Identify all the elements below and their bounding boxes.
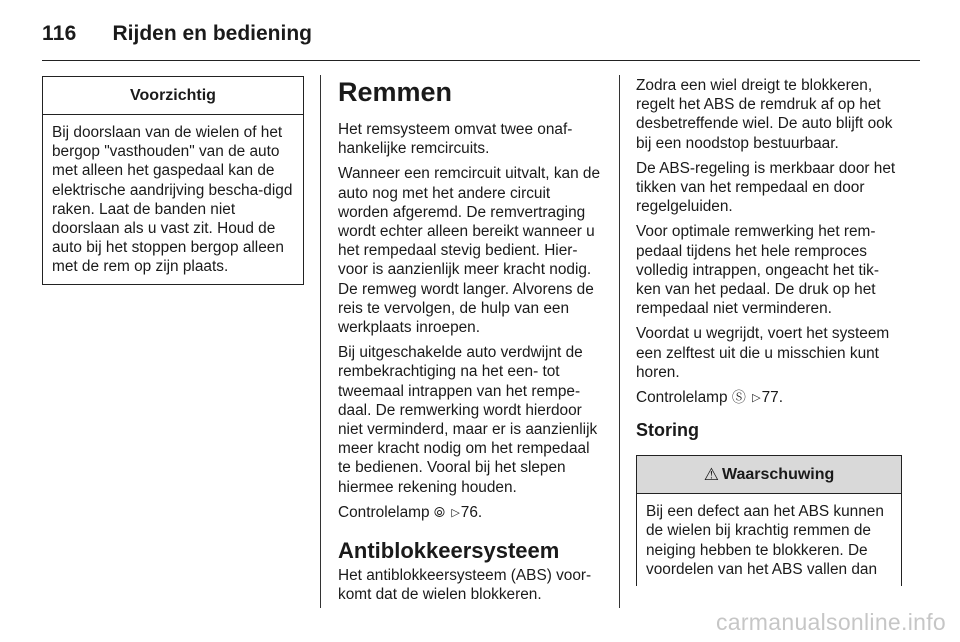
watermark: carmanualsonline.info	[715, 609, 946, 635]
page-header	[42, 16, 312, 52]
caution-title: Voorzichtig	[43, 77, 303, 115]
chapter-title: Rijden en bediening	[112, 22, 312, 45]
section-heading-brakes: Remmen	[338, 77, 453, 107]
brakes-paragraph: Bij uitgeschakelde auto verdwijnt de rembekrachtiging na het een- tot tweemaal intrappen van het rempe-daal. De remwerking wordt hierdoor niet verminderd, maar er is aanzienlijk meer kracht nodig om het rempedaal te bedienen. Vooral bij het slepen hiermee rekening houden.	[338, 344, 598, 496]
control-lamp-label: Controlelamp	[636, 389, 728, 407]
caution-body	[43, 115, 303, 284]
abs-paragraph: Zodra een wiel dreigt te blokkeren, regelt het ABS de remdruk af op het desbetreffende wiel. De auto blijft ook bij een noodstop bestuurbaar.	[636, 77, 893, 152]
page-reference-arrow-icon: ▷	[451, 506, 460, 519]
column-left	[42, 76, 304, 285]
abs-paragraph: De ABS-regeling is merkbaar door het tikken van het rempedaal en door regelgeluiden.	[636, 159, 896, 216]
section-heading-fault: Storing	[636, 420, 699, 441]
brake-control-lamp-line	[338, 503, 604, 524]
control-lamp-label: Controlelamp	[338, 503, 430, 521]
abs-warning-icon: Ⓢ	[731, 389, 746, 406]
column-right	[636, 76, 902, 586]
page-reference-arrow-icon: ▷	[752, 392, 761, 405]
warning-title: Waarschuwing	[721, 465, 835, 483]
column-divider-left	[320, 75, 321, 608]
warning-text: Bij een defect aan het ABS kunnen de wielen bij krachtig remmen de neiging hebben te blokkeren. De voordelen van het ABS vallen dan	[646, 503, 884, 578]
page-reference: 76.	[460, 503, 483, 521]
brakes-paragraph: Wanneer een remcircuit uitvalt, kan de auto nog met het andere circuit worden afgeremd. De remvertraging wordt echter alleen bereikt wanneer u het rempedaal stevig bedient. Hier-voor is aanzienlijk meer kracht nodig. De remweg wordt langer. Alvorens de reis te vervolgen, de hulp van een werkplaats inroepen.	[338, 165, 601, 337]
page-number: 116	[42, 22, 77, 45]
warning-triangle-icon: ⚠	[703, 464, 719, 484]
caution-box	[42, 76, 304, 285]
warning-header	[637, 456, 901, 494]
section-heading-abs: Antiblokkeersysteem	[338, 538, 560, 564]
warning-box	[636, 455, 902, 586]
column-divider-right	[619, 75, 620, 608]
abs-intro: Het antiblokkeersysteem (ABS) voor-komt dat de wielen blokkeren.	[338, 567, 592, 604]
brake-warning-icon: ⦾	[433, 503, 446, 520]
abs-paragraph: Voordat u wegrijdt, voert het systeem een zelftest uit die u misschien kunt horen.	[636, 325, 890, 381]
abs-paragraph: Voor optimale remwerking het rem-pedaal tijdens het hele remproces volledig intrappen, ongeacht het tik-ken van het pedaal. De druk op het rempedaal niet verminderen.	[636, 223, 879, 318]
caution-text: Bij doorslaan van de wielen of het bergop "vasthouden" van de auto met alleen het gaspedaal kan de elektrische aandrijving bescha-digd raken. Laat de banden niet doorslaan als u vast zit. Houd de auto bij het stoppen bergop alleen met de rem op zijn plaats.	[52, 124, 293, 276]
abs-control-lamp-line	[636, 388, 902, 409]
page-reference: 77.	[761, 389, 783, 407]
header-rule	[42, 60, 920, 61]
warning-body	[637, 494, 901, 586]
brakes-paragraph: Het remsysteem omvat twee onaf-hankelijke remcircuits.	[338, 121, 573, 158]
column-middle	[338, 76, 604, 610]
